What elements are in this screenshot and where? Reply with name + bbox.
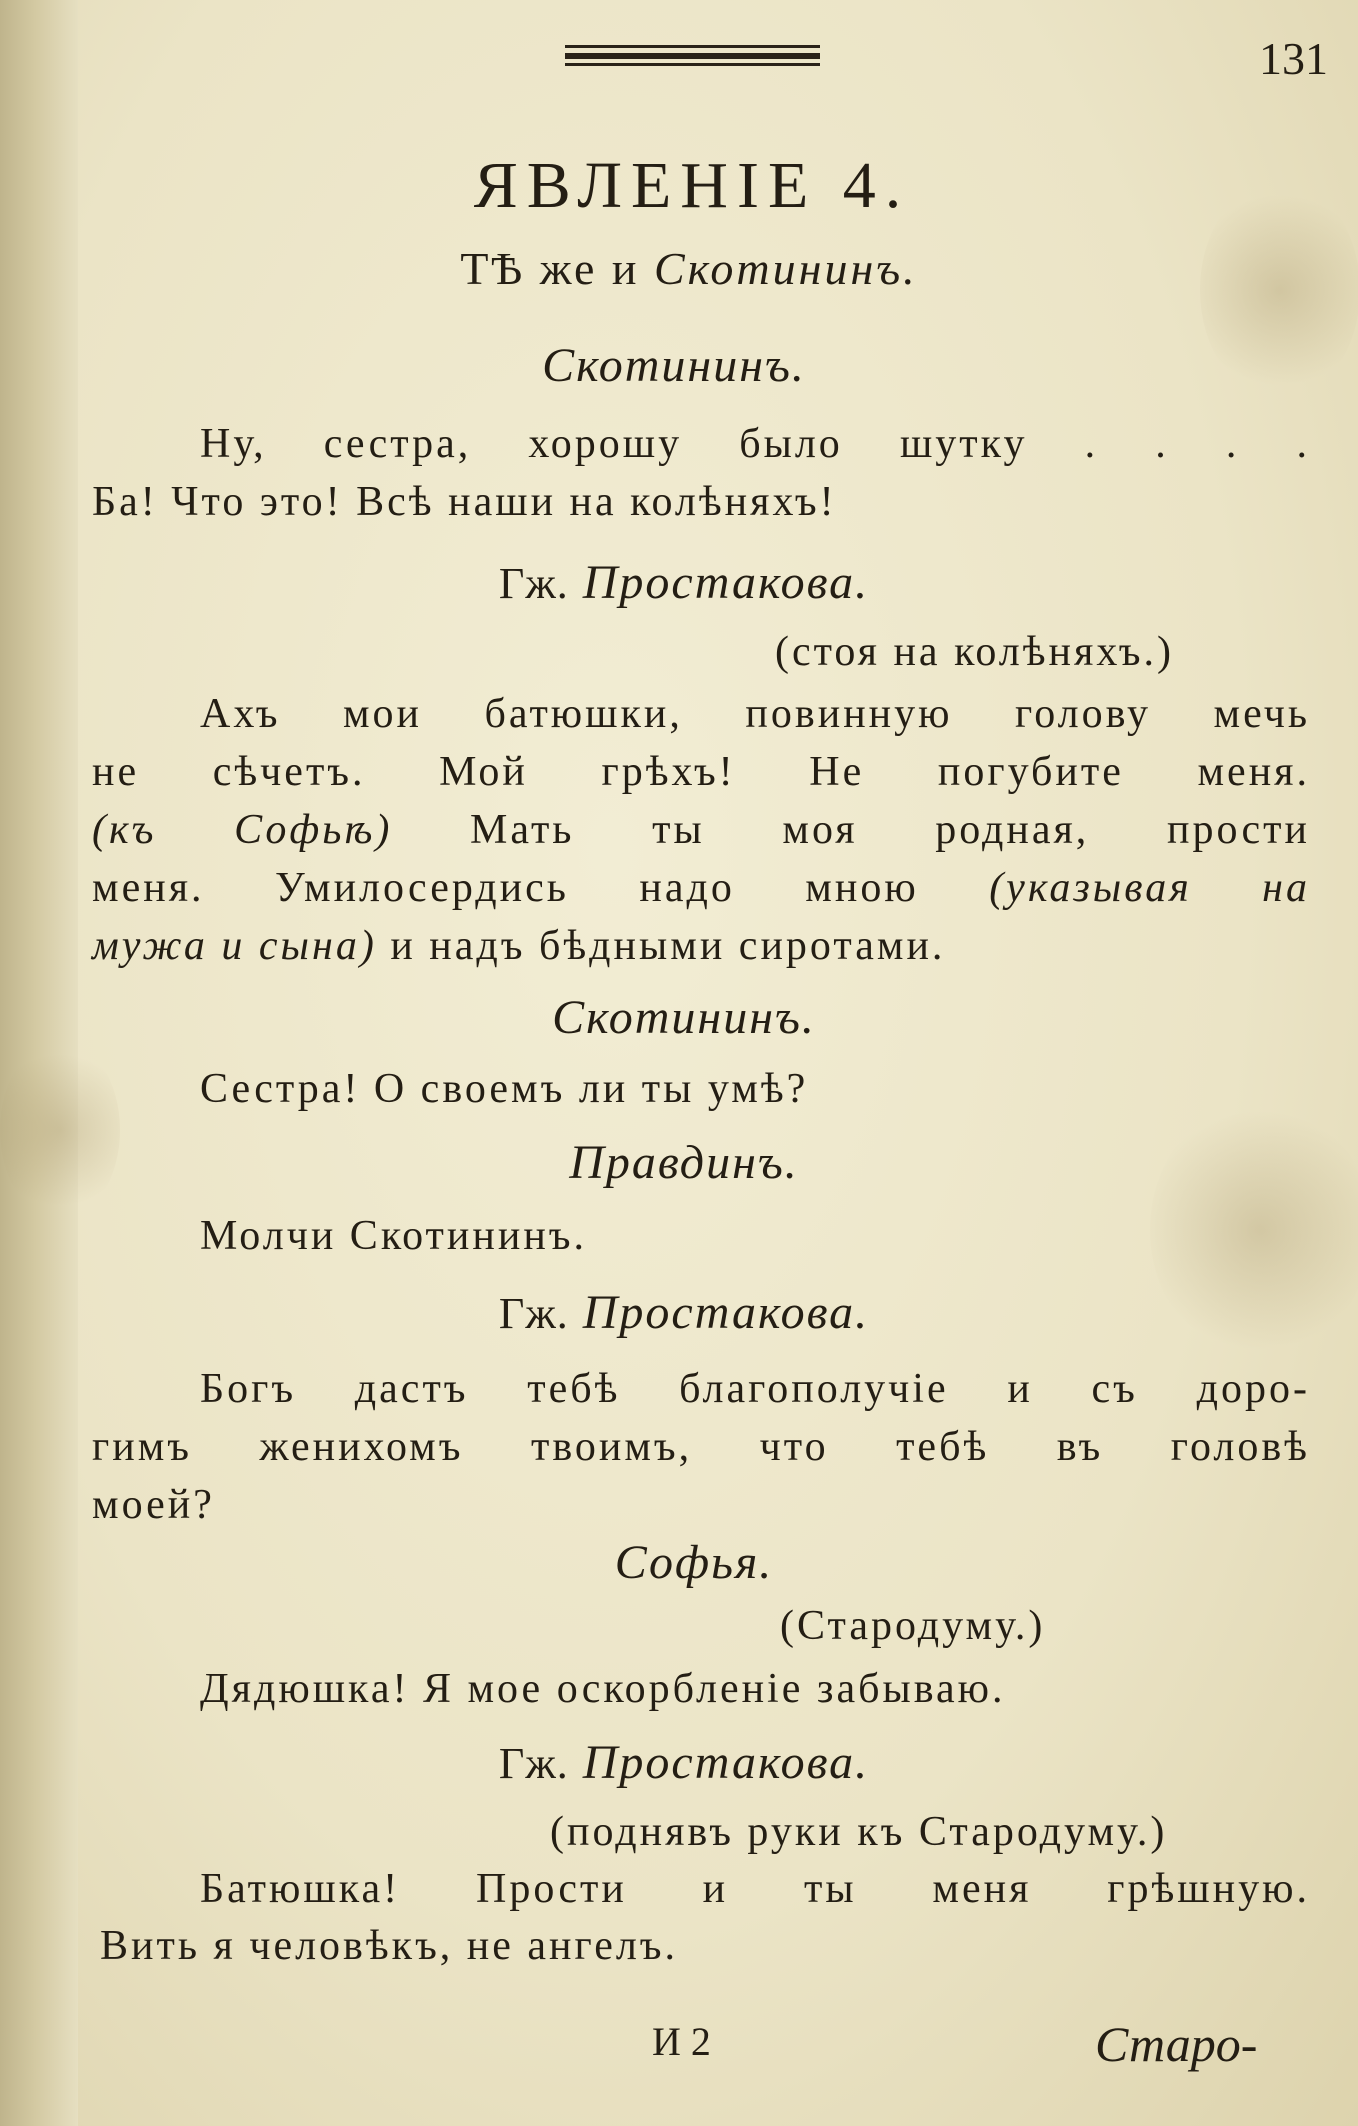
speech-line xyxy=(92,806,1310,854)
speech-line: гимъ женихомъ твоимъ, что тебѣ въ головѣ xyxy=(92,1424,1310,1470)
line-text: Мать ты моя родная, прости xyxy=(392,807,1310,853)
speaker-name: Скотининъ. xyxy=(542,339,806,392)
catchword: Старо- xyxy=(1095,2016,1258,2072)
speech-line: Батюшка! Прости и ты меня грѣшную. xyxy=(200,1866,1310,1912)
signature-mark: И 2 xyxy=(652,2019,711,2064)
speaker-name: Скотининъ. xyxy=(552,991,816,1044)
speaker-name xyxy=(10,555,1358,610)
speech-line: моей? xyxy=(92,1482,215,1528)
scene-title: ЯВЛЕНІЕ 4. xyxy=(473,149,911,222)
stage-direction: (стоя на колѣняхъ.) xyxy=(775,629,1174,675)
speech-line: Ба! Что это! Всѣ наши на колѣняхъ! xyxy=(92,479,837,525)
speech-line xyxy=(92,922,945,970)
persons-prefix: ТѢ же и xyxy=(460,243,654,294)
speaker-prefix: Гж. xyxy=(498,559,569,608)
speaker-surname: Простакова. xyxy=(582,1736,870,1789)
speaker-surname: Простакова. xyxy=(582,1286,870,1339)
paper-stain xyxy=(0,1040,120,1220)
speaker-name: Софья. xyxy=(614,1536,774,1589)
speaker-prefix: Гж. xyxy=(498,1739,569,1788)
line-text: и надъ бѣдными сиротами. xyxy=(376,923,946,969)
speaker-name xyxy=(10,1735,1358,1790)
speech-line: Вить я человѣкъ, не ангелъ. xyxy=(100,1923,679,1969)
speech-line: Сестра! О своемъ ли ты умѣ? xyxy=(200,1066,809,1112)
speech-line: Ахъ мои батюшки, повинную голову мечь xyxy=(200,691,1310,737)
speaker-name xyxy=(10,1285,1358,1340)
header-ornament xyxy=(565,45,820,67)
scene-persons xyxy=(20,242,1358,295)
speech-line xyxy=(92,864,1310,912)
speech-line: Молчи Скотининъ. xyxy=(200,1213,588,1259)
speaker-surname: Простакова. xyxy=(582,556,870,609)
speaker-name: Правдинъ. xyxy=(569,1136,799,1189)
speech-line: Богъ дастъ тебѣ благополучіе и съ доро- xyxy=(200,1366,1310,1412)
persons-name: Скотининъ. xyxy=(653,243,918,294)
page-number: 131 xyxy=(1259,33,1328,84)
line-text: меня. Умилосердись надо мною xyxy=(92,865,990,911)
stage-direction: (поднявъ руки къ Стародуму.) xyxy=(550,1809,1168,1855)
speech-line: Дядюшка! Я мое оскорбленіе забываю. xyxy=(200,1666,1006,1712)
speech-line: Ну, сестра, хорошу было шутку . . . . xyxy=(200,421,1310,467)
inline-direction: (къ Софьѣ) xyxy=(92,807,393,853)
speaker-prefix: Гж. xyxy=(498,1289,569,1338)
speech-line: не сѣчетъ. Мой грѣхъ! Не погубите меня. xyxy=(92,749,1310,795)
inline-direction: мужа и сына) xyxy=(92,923,377,969)
inline-direction: (указывая на xyxy=(989,865,1310,911)
stage-direction: (Стародуму.) xyxy=(780,1603,1046,1649)
